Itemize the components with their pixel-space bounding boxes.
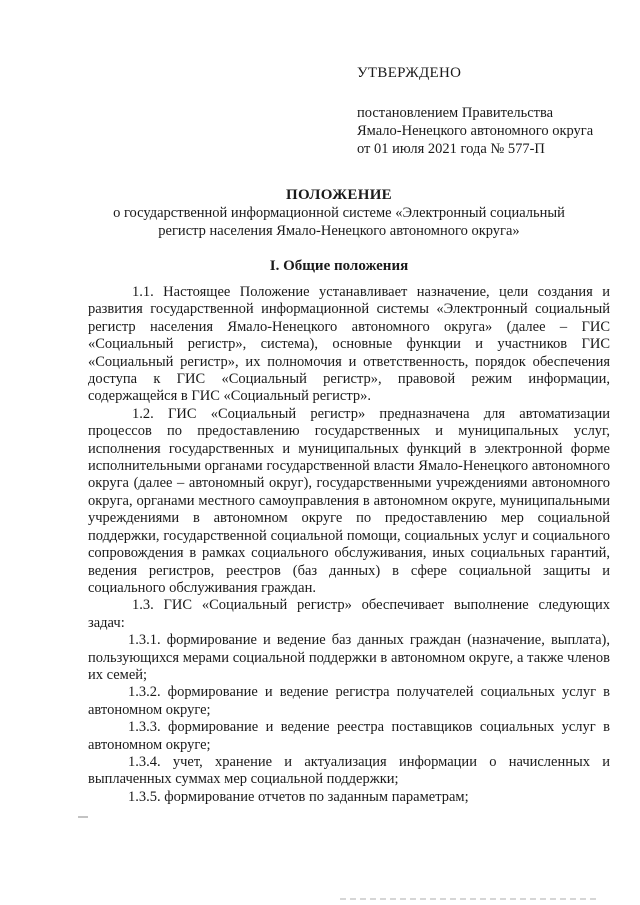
paragraph-1-2: 1.2. ГИС «Социальный регистр» предназначена для автоматизации процессов по предоставлению государственных и муниципальных услуг, исполнения государственных и муниципальных функций в электронной форме исполнительными органами государственной власти Ямало-Ненецкого автономного округа (далее – автономный округ), государственными учреждениями автономного округа, органами местного самоуправления в автономном округе, муниципальными учреждениями в автономном округе по предоставлению мер социальной поддержки, государственной социальной помощи, социальных услуг и социального сопровождения в рамках социального обслуживания, иных социальных гарантий, ведения регистров, реестров (баз данных) в сфере социальной защиты и социального обслуживания граждан. [88,405,610,596]
approval-stamp [357,64,627,158]
approval-line-2: Ямало-Ненецкого автономного округа [357,123,594,139]
title-line-2: регистр населения Ямало-Ненецкого автономного округа» [158,223,520,239]
paragraph-1-1: 1.1. Настоящее Положение устанавливает назначение, цели создания и развития государственной информационной системы «Электронный социальный регистр населения Ямало-Ненецкого автономного округа» (далее – ГИС «Социальный регистр», система), основные функции и участников ГИС «Социальный регистр», их полномочия и ответственность, порядок обеспечения доступа к ГИС «Социальный регистр», правовой режим информации, содержащейся в ГИС «Социальный регистр». [88,284,610,405]
subitem-1-3-3: 1.3.3. формирование и ведение реестра поставщиков социальных услуг в автономном округе; [88,719,610,753]
approval-line-3: от 01 июля 2021 года № 577-П [357,141,545,157]
subitem-1-3-4: 1.3.4. учет, хранение и актуализация информации о начисленных и выплаченных суммах мер социальной поддержки; [88,753,610,788]
section-heading: I. Общие положения [269,258,409,274]
title-main: ПОЛОЖЕНИЕ [286,187,392,203]
subitem-1-3-5: 1.3.5. формирование отчетов по заданным параметрам; [128,788,469,805]
scan-smudge [78,816,88,818]
document-title [70,186,608,240]
subitem-1-3-1: 1.3.1. формирование и ведение баз данных граждан (назначение, выплата), пользующихся мерами социальной поддержки в автономном округе, а также членов их семей; [88,632,610,683]
document-body [88,284,610,806]
approval-heading: УТВЕРЖДЕНО [357,65,462,81]
subitem-1-3-2: 1.3.2. формирование и ведение регистра получателей социальных услуг в автономном округе; [88,684,610,718]
approval-line-1: постановлением Правительства [357,105,554,121]
title-line-1: о государственной информационной системе «Электронный социальный [113,205,565,221]
scan-artifact [340,898,600,900]
paragraph-1-3: 1.3. ГИС «Социальный регистр» обеспечивает выполнение следующих задач: [88,597,610,631]
